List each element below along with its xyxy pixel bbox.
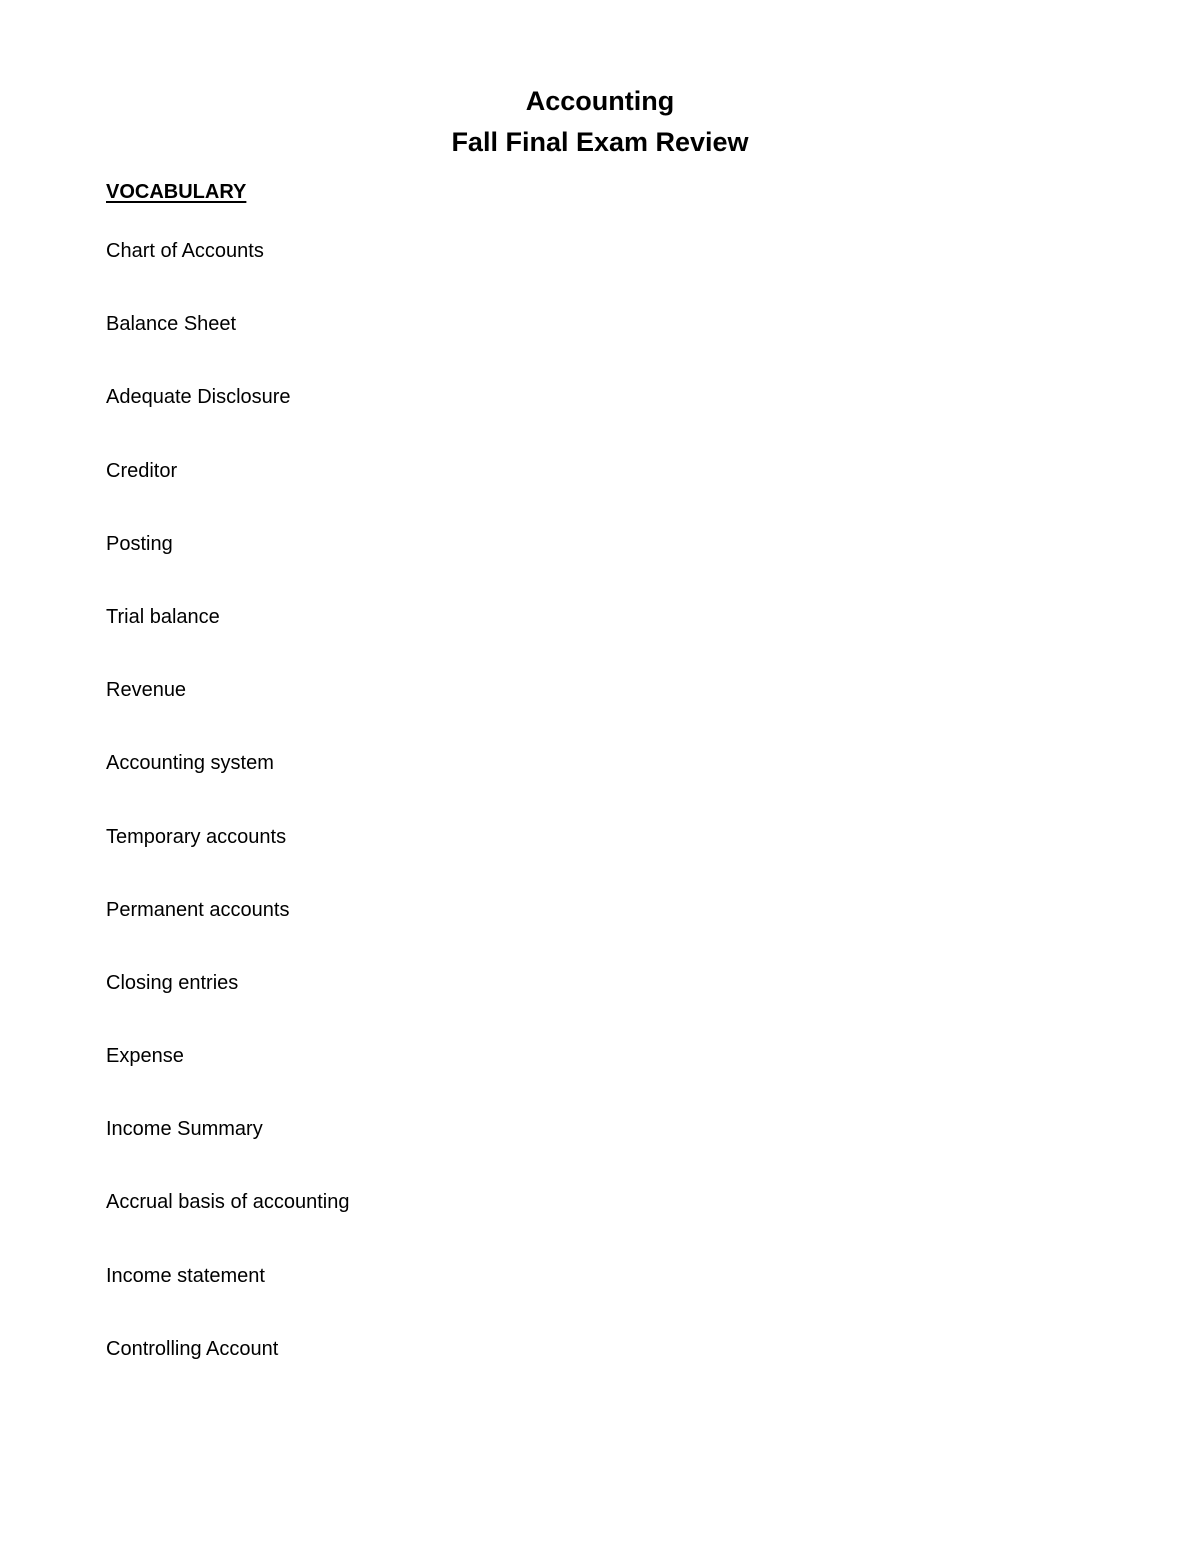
document-title: Accounting: [525, 86, 675, 116]
vocab-term: Posting: [106, 532, 173, 555]
vocab-term: Expense: [106, 1045, 184, 1068]
vocab-term: Accrual basis of accounting: [106, 1191, 350, 1214]
document-subtitle: Fall Final Exam Review: [451, 127, 749, 157]
vocab-term: Controlling Account: [106, 1337, 279, 1360]
vocab-term: Income statement: [106, 1264, 265, 1287]
vocab-term: Accounting system: [106, 752, 274, 775]
section-heading-vocabulary: VOCABULARY: [106, 181, 247, 203]
vocab-term: Chart of Accounts: [106, 240, 264, 262]
vocab-term: Temporary accounts: [106, 825, 287, 848]
vocab-term: Balance Sheet: [106, 313, 237, 336]
vocab-term: Trial balance: [106, 605, 220, 628]
vocab-term: Income Summary: [106, 1118, 263, 1141]
vocab-term: Creditor: [106, 459, 178, 482]
vocab-term: Permanent accounts: [106, 898, 290, 921]
vocabulary-list: [106, 236, 349, 1407]
vocab-term: Revenue: [106, 679, 187, 702]
vocab-term: Closing entries: [106, 971, 239, 994]
vocab-term: Adequate Disclosure: [106, 386, 291, 409]
